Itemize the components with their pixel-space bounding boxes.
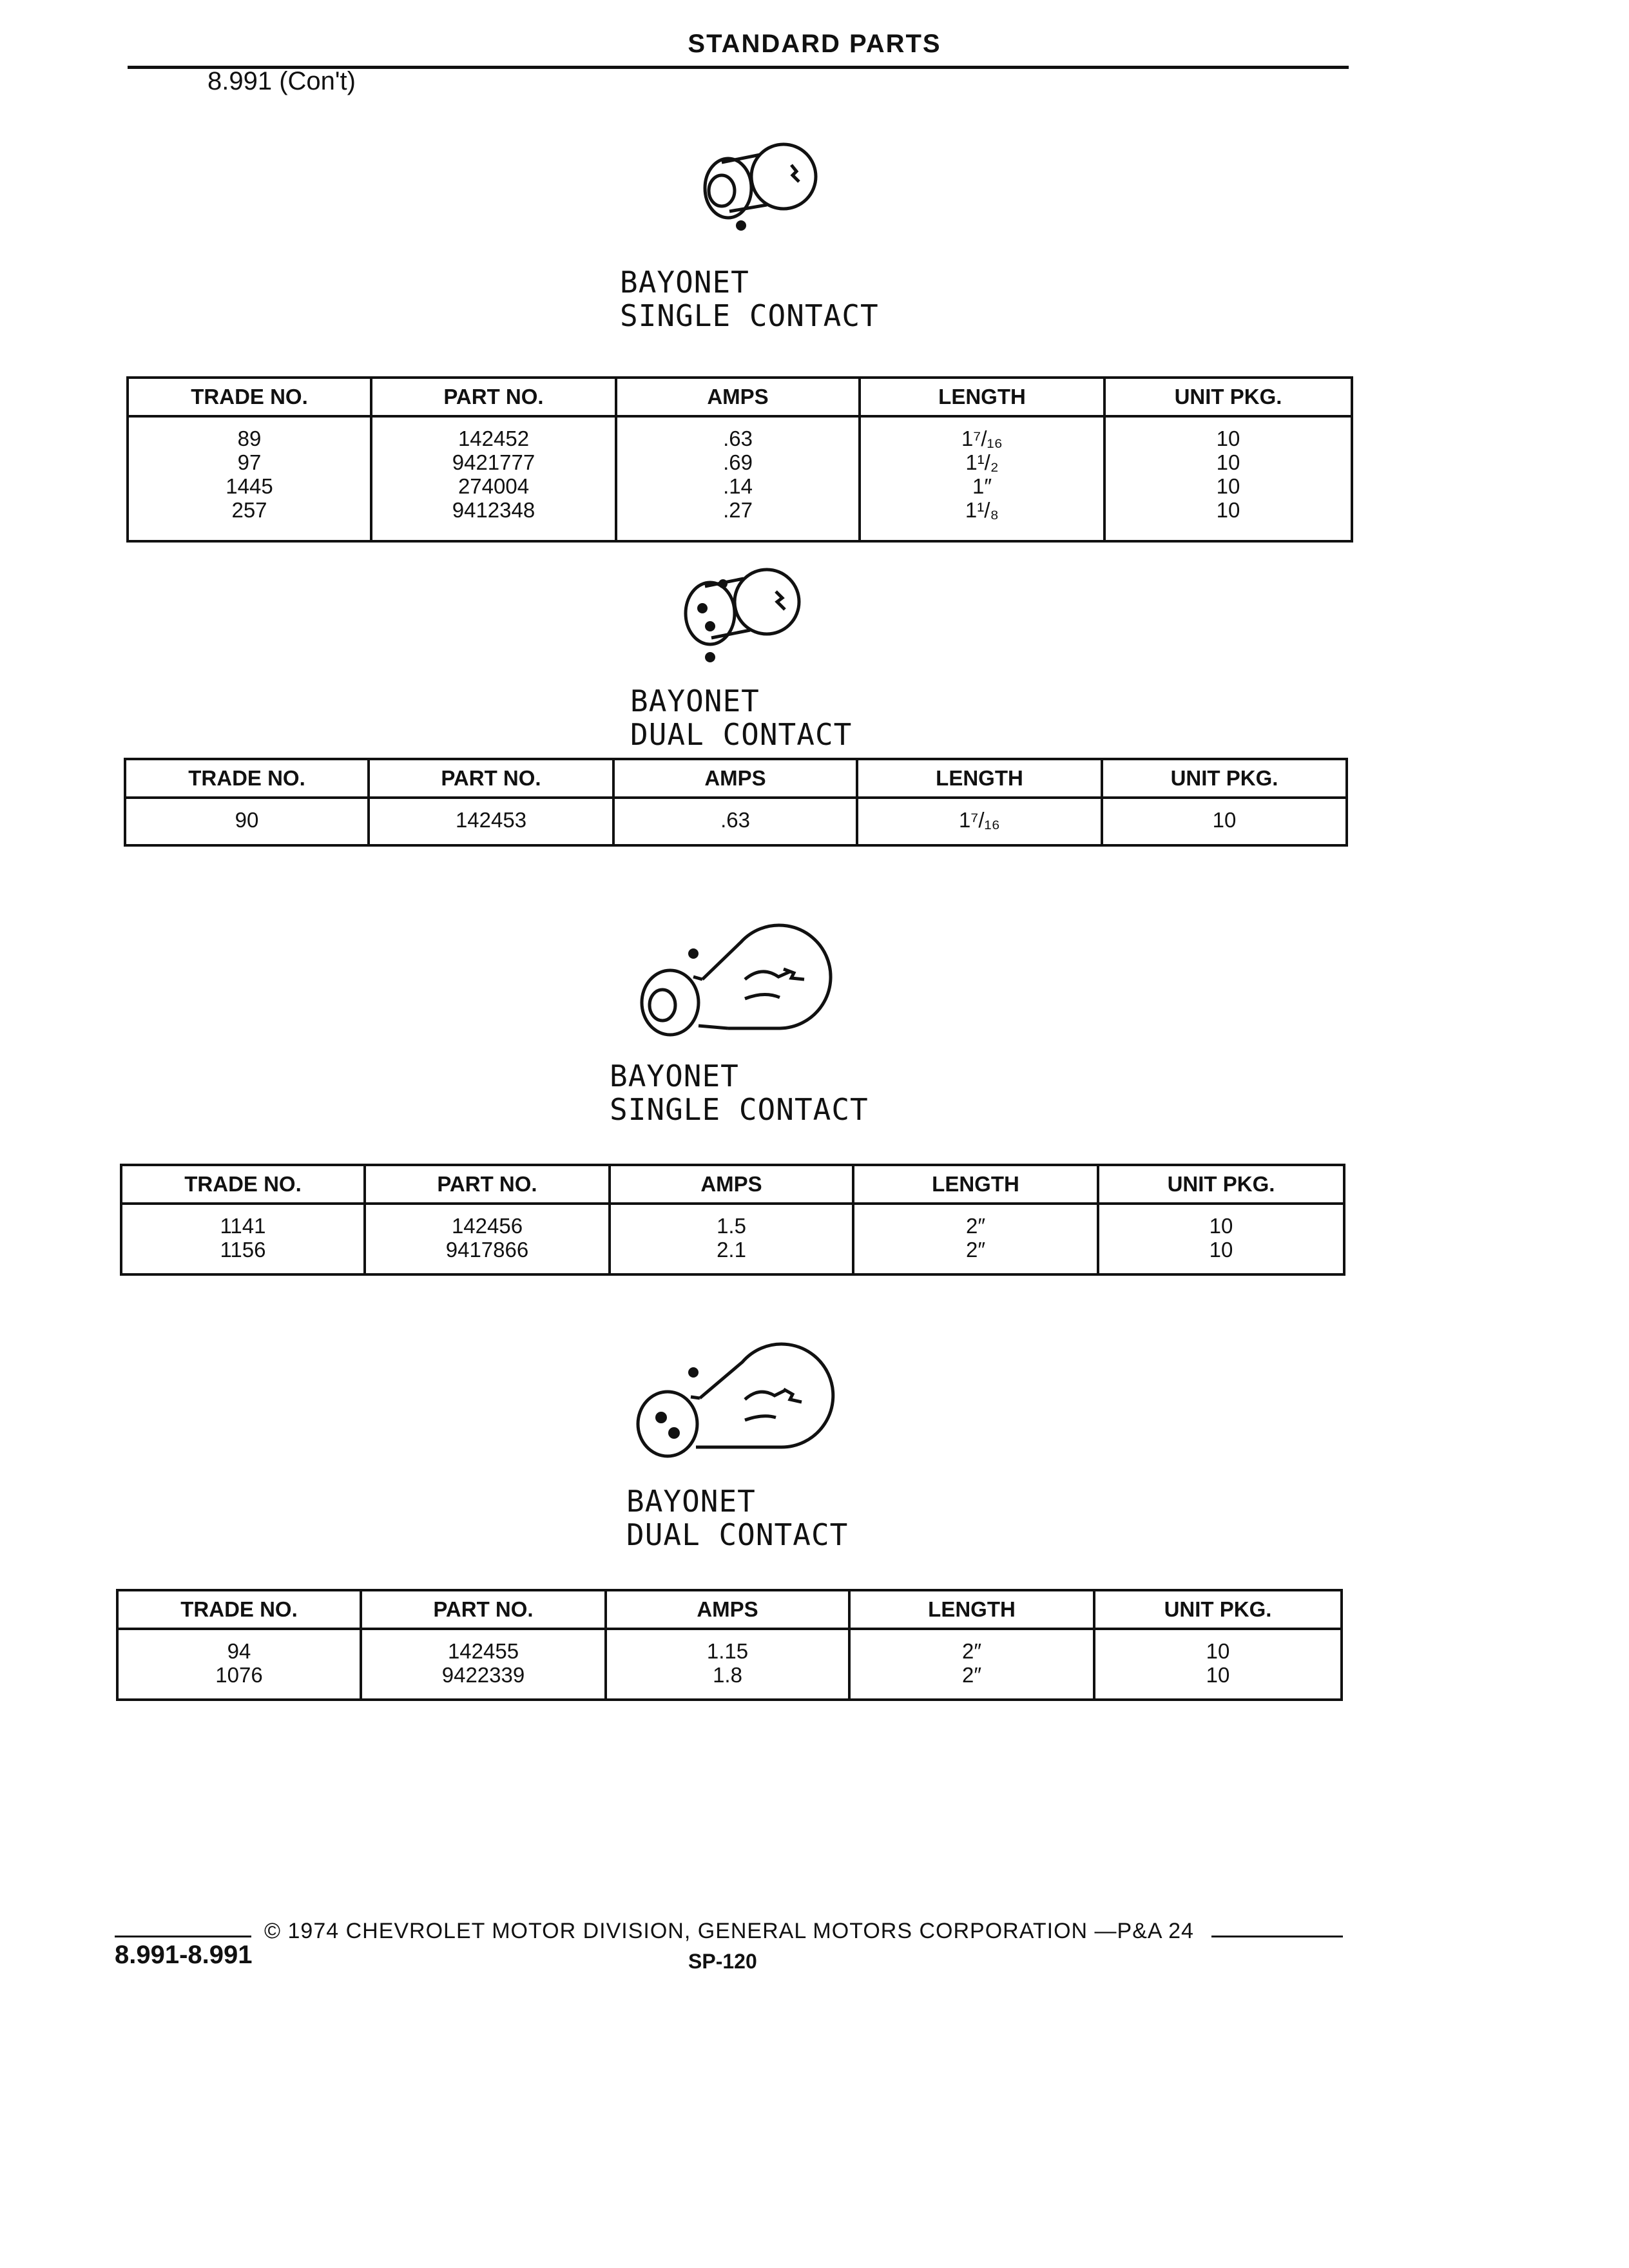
caption-section-4: BAYONET DUAL CONTACT: [626, 1484, 849, 1552]
column-header-length: LENGTH: [853, 1165, 1098, 1204]
part-no-cell: 142453: [369, 798, 613, 845]
part-no-cell: 142452 9421777 274004 9412348: [371, 416, 616, 541]
bayonet-single-contact-small-bulb-icon: [670, 129, 825, 238]
amps-cell: .63: [613, 798, 857, 845]
column-header-unit-pkg: UNIT PKG.: [1104, 378, 1352, 416]
column-header-part-no: PART NO.: [361, 1590, 606, 1629]
parts-table-4: [116, 1589, 1343, 1701]
unit-pkg-cell: 10 10: [1098, 1204, 1344, 1274]
length-cell: 1⁷/₁₆ 1¹/₂ 1″ 1¹/₈: [860, 416, 1104, 541]
caption-section-1: BAYONET SINGLE CONTACT: [620, 265, 879, 333]
unit-pkg-cell: 10 10: [1094, 1629, 1342, 1700]
column-header-trade-no: TRADE NO.: [128, 378, 371, 416]
page-range: 8.991-8.991: [115, 1941, 253, 1969]
amps-cell: 1.15 1.8: [606, 1629, 849, 1700]
table-row: [117, 1629, 1342, 1700]
column-header-amps: AMPS: [616, 378, 860, 416]
column-header-amps: AMPS: [610, 1165, 853, 1204]
length-cell: 2″ 2″: [853, 1204, 1098, 1274]
column-header-part-no: PART NO.: [365, 1165, 610, 1204]
column-header-length: LENGTH: [849, 1590, 1094, 1629]
bayonet-single-contact-large-bulb-icon: [631, 902, 838, 1057]
column-header-part-no: PART NO.: [369, 759, 613, 798]
amps-cell: 1.5 2.1: [610, 1204, 853, 1274]
length-cell: 1⁷/₁₆: [857, 798, 1102, 845]
column-header-length: LENGTH: [857, 759, 1102, 798]
unit-pkg-cell: 10 10 10 10: [1104, 416, 1352, 541]
column-header-amps: AMPS: [606, 1590, 849, 1629]
trade-no-cell: 94 1076: [117, 1629, 361, 1700]
footer-rule-right: [1211, 1936, 1343, 1937]
bayonet-dual-contact-large-bulb-icon: [629, 1327, 835, 1482]
table-row: [121, 1204, 1344, 1274]
column-header-trade-no: TRADE NO.: [117, 1590, 361, 1629]
column-header-trade-no: TRADE NO.: [121, 1165, 365, 1204]
column-header-unit-pkg: UNIT PKG.: [1102, 759, 1347, 798]
part-no-cell: 142455 9422339: [361, 1629, 606, 1700]
part-no-cell: 142456 9417866: [365, 1204, 610, 1274]
copyright-line: © 1974 CHEVROLET MOTOR DIVISION, GENERAL MOTORS CORPORATION —P&A 24: [264, 1919, 1194, 1943]
amps-cell: .63 .69 .14 .27: [616, 416, 860, 541]
trade-no-cell: 90: [125, 798, 369, 845]
column-header-trade-no: TRADE NO.: [125, 759, 369, 798]
length-cell: 2″ 2″: [849, 1629, 1094, 1700]
table-row: [125, 798, 1347, 845]
parts-table-3: [120, 1164, 1345, 1276]
caption-section-3: BAYONET SINGLE CONTACT: [610, 1059, 869, 1127]
footer-rule-left: [115, 1936, 251, 1937]
trade-no-cell: 1141 1156: [121, 1204, 365, 1274]
page-title: STANDARD PARTS: [688, 30, 941, 58]
caption-section-2: BAYONET DUAL CONTACT: [630, 684, 853, 752]
unit-pkg-cell: 10: [1102, 798, 1347, 845]
column-header-unit-pkg: UNIT PKG.: [1098, 1165, 1344, 1204]
table-row: [128, 416, 1352, 541]
parts-table-1: [126, 376, 1353, 543]
column-header-amps: AMPS: [613, 759, 857, 798]
column-header-length: LENGTH: [860, 378, 1104, 416]
trade-no-cell: 89 97 1445 257: [128, 416, 371, 541]
column-header-unit-pkg: UNIT PKG.: [1094, 1590, 1342, 1629]
column-header-part-no: PART NO.: [371, 378, 616, 416]
bayonet-dual-contact-small-bulb-icon: [651, 554, 812, 670]
section-number: 8.991 (Con't): [207, 67, 356, 95]
parts-table-2: [124, 758, 1348, 847]
page-code: SP-120: [688, 1950, 757, 1973]
